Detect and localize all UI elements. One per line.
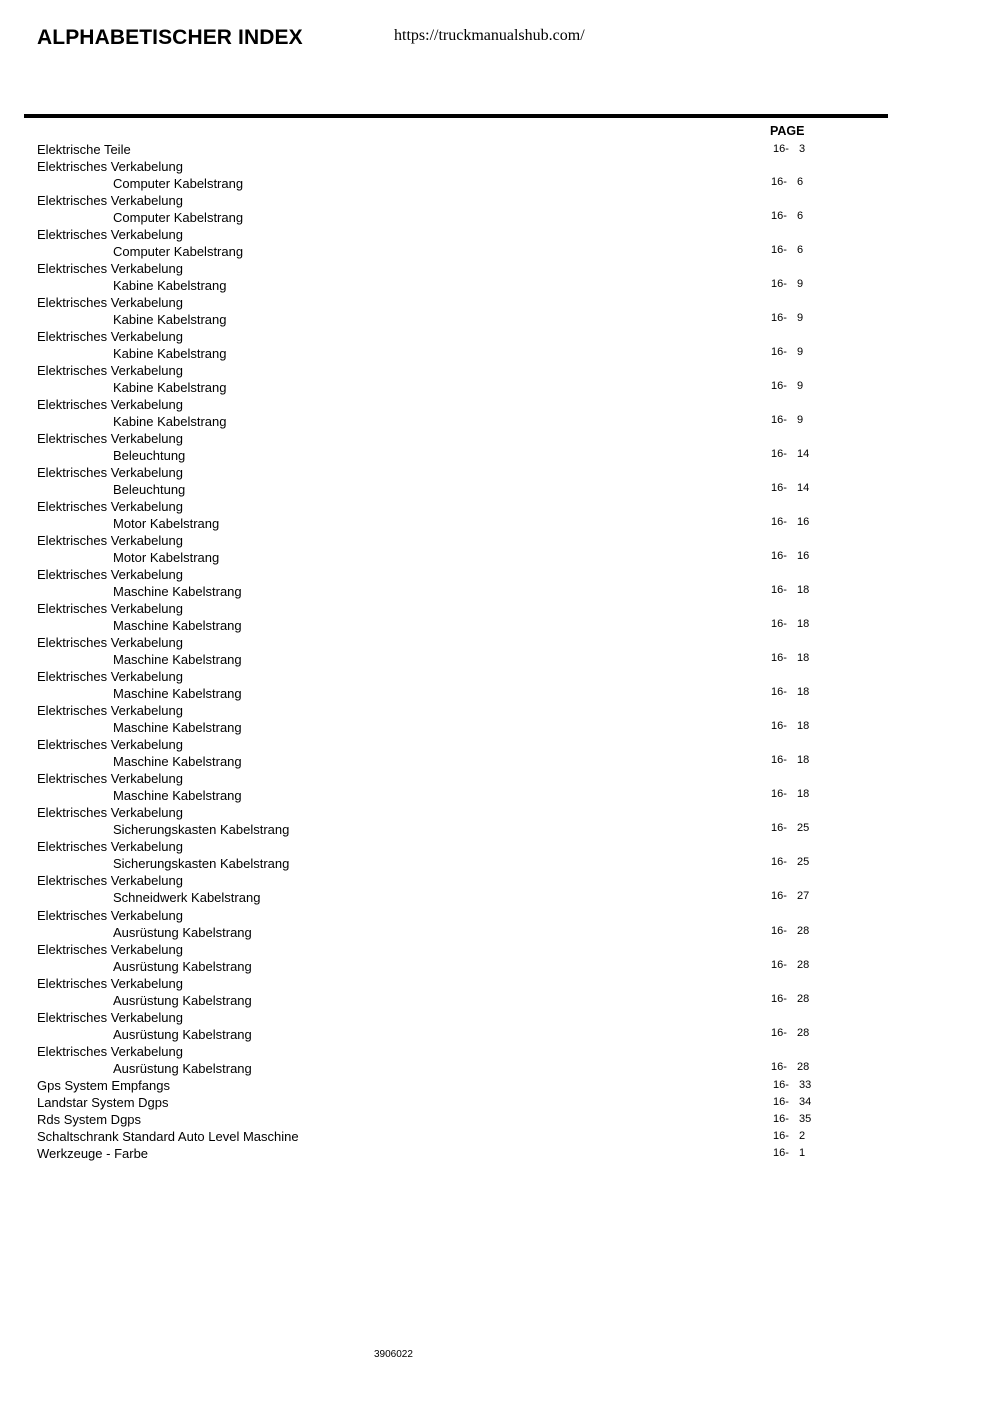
index-entry-label: Computer Kabelstrang (113, 244, 244, 260)
index-entry (0, 533, 992, 550)
index-entry-label: Elektrisches Verkabelung (37, 363, 183, 379)
index-entry-page: 25 (797, 856, 810, 869)
index-entry-page: 3 (799, 143, 806, 155)
index-entry-label: Schaltschrank Standard Auto Level Maschine (37, 1128, 299, 1144)
index-entry (0, 1146, 992, 1163)
index-entry-label: Schneidwerk Kabelstrang (113, 890, 261, 906)
index-entry (0, 295, 992, 312)
index-entry (0, 908, 992, 925)
index-entry-label: Elektrisches Verkabelung (37, 465, 183, 481)
index-entry-page: 9 (797, 380, 804, 393)
index-entry-chapter: 16- (771, 278, 787, 291)
index-entry (0, 1095, 992, 1112)
index-entry (0, 1027, 992, 1044)
index-entry-label: Elektrische Teile (37, 142, 131, 157)
index-entry-page: 6 (797, 244, 804, 257)
index-entry-page: 18 (797, 788, 810, 801)
index-entry-label: Sicherungskasten Kabelstrang (113, 822, 290, 838)
index-entry-page: 16 (797, 550, 810, 563)
index-entry (0, 261, 992, 278)
index-entry-chapter: 16- (771, 584, 787, 597)
index-entry-label: Kabine Kabelstrang (113, 312, 227, 328)
index-entry-page: 6 (797, 210, 804, 222)
index-entry-label: Maschine Kabelstrang (113, 652, 242, 668)
index-entry-label: Maschine Kabelstrang (113, 754, 242, 770)
index-entry-label: Computer Kabelstrang (113, 176, 244, 191)
index-entry-chapter: 16- (771, 788, 787, 801)
index-entry (0, 720, 992, 737)
document-code: 3906022 (374, 1349, 413, 1360)
index-entry-label: Elektrisches Verkabelung (37, 873, 183, 889)
index-entry-label: Elektrisches Verkabelung (37, 669, 183, 685)
index-entry-chapter: 16- (771, 822, 787, 835)
index-entry-label: Kabine Kabelstrang (113, 414, 227, 430)
index-entry-page: 28 (797, 924, 810, 937)
index-entry-page: 9 (797, 278, 804, 291)
index-entry (0, 431, 992, 448)
index-entry-chapter: 16- (773, 143, 789, 155)
index-entry-chapter: 16- (771, 516, 787, 529)
index-entry (0, 788, 992, 805)
index-entry (0, 584, 992, 601)
index-entry (0, 601, 992, 618)
index-entry-chapter: 16- (771, 244, 787, 257)
index-entry-label: Maschine Kabelstrang (113, 720, 242, 736)
index-entry-chapter: 16- (771, 958, 787, 971)
index-entry-page: 34 (799, 1095, 812, 1108)
index-entry-label: Beleuchtung (113, 448, 186, 464)
index-entry-page: 28 (797, 992, 810, 1005)
index-entry (0, 925, 992, 942)
index-entry-chapter: 16- (771, 414, 787, 427)
index-entry-page: 18 (797, 584, 810, 597)
index-entry (0, 193, 992, 210)
index-entry (0, 703, 992, 720)
index-entry (0, 856, 992, 873)
index-entry-label: Elektrisches Verkabelung (37, 261, 183, 277)
index-entry-label: Elektrisches Verkabelung (37, 193, 183, 208)
index-entry (0, 618, 992, 635)
index-entry (0, 329, 992, 346)
index-entry-label: Elektrisches Verkabelung (37, 295, 183, 311)
index-entry-label: Elektrisches Verkabelung (37, 397, 183, 413)
index-entry-page: 1 (799, 1146, 806, 1159)
index-entry (0, 363, 992, 380)
index-entry-page: 18 (797, 754, 810, 767)
index-entry (0, 159, 992, 176)
index-entry (0, 227, 992, 244)
index-entry (0, 244, 992, 261)
index-entry-chapter: 16- (771, 312, 787, 325)
index-entry-label: Computer Kabelstrang (113, 210, 244, 225)
index-entry-label: Elektrisches Verkabelung (37, 499, 183, 515)
index-entry-label: Elektrisches Verkabelung (37, 329, 183, 345)
index-entry-label: Werkzeuge - Farbe (37, 1145, 149, 1161)
index-entry-label: Elektrisches Verkabelung (37, 1043, 183, 1059)
index-entry-page: 9 (797, 312, 804, 325)
index-entry-label: Maschine Kabelstrang (113, 584, 242, 600)
index-entry-label: Elektrisches Verkabelung (37, 805, 183, 821)
header-divider (24, 114, 888, 118)
index-entry (0, 993, 992, 1010)
index-entry-page: 27 (797, 890, 810, 903)
index-entry-page: 2 (799, 1129, 806, 1142)
index-entry-label: Ausrüstung Kabelstrang (113, 1060, 252, 1076)
index-entry-label: Kabine Kabelstrang (113, 278, 227, 294)
index-entry (0, 890, 992, 907)
index-entry-label: Elektrisches Verkabelung (37, 1009, 183, 1025)
index-entry-page: 28 (797, 1060, 810, 1073)
index-entry-label: Gps System Empfangs (37, 1077, 170, 1093)
index-entry (0, 550, 992, 567)
index-entry (0, 482, 992, 499)
index-entry-label: Landstar System Dgps (37, 1094, 169, 1110)
index-entry (0, 397, 992, 414)
page-title: ALPHABETISCHER INDEX (37, 26, 303, 49)
index-entry-label: Elektrisches Verkabelung (37, 975, 183, 991)
index-entry (0, 1129, 992, 1146)
index-entry-page: 18 (797, 720, 810, 733)
index-entry-label: Elektrisches Verkabelung (37, 635, 183, 651)
index-entry-page: 9 (797, 414, 804, 427)
index-entry-chapter: 16- (773, 1095, 789, 1108)
index-entry (0, 1061, 992, 1078)
index-entry (0, 176, 992, 193)
index-entry (0, 635, 992, 652)
index-entry (0, 873, 992, 890)
index-entry-chapter: 16- (771, 550, 787, 563)
index-entry-chapter: 16- (773, 1112, 789, 1125)
index-entry (0, 976, 992, 993)
index-entry-chapter: 16- (773, 1129, 789, 1142)
index-entry-chapter: 16- (773, 1146, 789, 1159)
index-entry (0, 380, 992, 397)
index-entry (0, 465, 992, 482)
index-entry-chapter: 16- (771, 686, 787, 699)
index-entry-label: Elektrisches Verkabelung (37, 159, 183, 174)
index-entry-label: Motor Kabelstrang (113, 550, 220, 566)
index-entry-label: Maschine Kabelstrang (113, 788, 242, 804)
index-entry-label: Elektrisches Verkabelung (37, 703, 183, 719)
index-entry-label: Elektrisches Verkabelung (37, 601, 183, 617)
index-entry-label: Ausrüstung Kabelstrang (113, 924, 252, 940)
index-entry (0, 959, 992, 976)
page-column-header: PAGE (770, 124, 805, 138)
index-entry-chapter: 16- (771, 1060, 787, 1073)
index-entry-label: Ausrüstung Kabelstrang (113, 1026, 252, 1042)
index-entry-chapter: 16- (771, 720, 787, 733)
index-entry-label: Elektrisches Verkabelung (37, 839, 183, 855)
index-entry-label: Elektrisches Verkabelung (37, 431, 183, 447)
index-entry-page: 18 (797, 618, 810, 631)
index-entry-chapter: 16- (771, 924, 787, 937)
index-entry-chapter: 16- (771, 448, 787, 461)
index-entry-label: Elektrisches Verkabelung (37, 907, 183, 923)
index-entry-label: Beleuchtung (113, 482, 186, 498)
index-entry (0, 499, 992, 516)
index-entry-page: 14 (797, 448, 810, 461)
index-entry-label: Kabine Kabelstrang (113, 380, 227, 396)
index-entry (0, 567, 992, 584)
index-entry (0, 448, 992, 465)
index-entry (0, 652, 992, 669)
index-entry (0, 822, 992, 839)
index-entry (0, 346, 992, 363)
index-entry-label: Kabine Kabelstrang (113, 346, 227, 362)
index-entry (0, 312, 992, 329)
index-entry-page: 33 (799, 1078, 812, 1091)
index-entry-page: 18 (797, 652, 810, 665)
index-entry-chapter: 16- (771, 346, 787, 359)
index-entry-chapter: 16- (771, 890, 787, 903)
index-entry-chapter: 16- (771, 210, 787, 222)
index-entry-page: 16 (797, 516, 810, 529)
index-entry-label: Elektrisches Verkabelung (37, 533, 183, 549)
index-entry (0, 1112, 992, 1129)
index-entry-label: Sicherungskasten Kabelstrang (113, 856, 290, 872)
index-entry-chapter: 16- (773, 1078, 789, 1091)
index-entry-chapter: 16- (771, 618, 787, 631)
index-entry (0, 1044, 992, 1061)
index-entry (0, 686, 992, 703)
index-entry-chapter: 16- (771, 380, 787, 393)
index-entry-page: 6 (797, 176, 804, 188)
index-entry-page: 28 (797, 958, 810, 971)
index-entry (0, 805, 992, 822)
index-entry (0, 278, 992, 295)
index-entry-chapter: 16- (771, 754, 787, 767)
index-entry (0, 210, 992, 227)
index-entry (0, 771, 992, 788)
index-entry-page: 14 (797, 482, 810, 495)
index-entry-chapter: 16- (771, 856, 787, 869)
index-entry (0, 737, 992, 754)
index-entry (0, 142, 992, 159)
index-entry (0, 516, 992, 533)
index-entry-page: 35 (799, 1112, 812, 1125)
index-entry (0, 754, 992, 771)
index-entry (0, 669, 992, 686)
index-entry-chapter: 16- (771, 482, 787, 495)
index-entry-chapter: 16- (771, 176, 787, 188)
index-entry-label: Elektrisches Verkabelung (37, 227, 183, 243)
index-entry-label: Maschine Kabelstrang (113, 618, 242, 634)
index-entry (0, 1078, 992, 1095)
index-entry-chapter: 16- (771, 992, 787, 1005)
index-entry-page: 25 (797, 822, 810, 835)
index-entry-page: 18 (797, 686, 810, 699)
index-entry-label: Maschine Kabelstrang (113, 686, 242, 702)
index-entry-label: Motor Kabelstrang (113, 516, 220, 532)
index-entry-page: 9 (797, 346, 804, 359)
index-entry-chapter: 16- (771, 1026, 787, 1039)
index-entry-label: Elektrisches Verkabelung (37, 771, 183, 787)
source-url[interactable]: https://truckmanualshub.com/ (394, 27, 585, 44)
index-entry-label: Elektrisches Verkabelung (37, 567, 183, 583)
index-entry-label: Rds System Dgps (37, 1111, 142, 1127)
index-entry-label: Elektrisches Verkabelung (37, 941, 183, 957)
index-entry-label: Ausrüstung Kabelstrang (113, 958, 252, 974)
index-entry-chapter: 16- (771, 652, 787, 665)
index-entry (0, 414, 992, 431)
index-entry-page: 28 (797, 1026, 810, 1039)
index-entry (0, 942, 992, 959)
index-entry (0, 1010, 992, 1027)
index-entry-label: Ausrüstung Kabelstrang (113, 992, 252, 1008)
index-entry-label: Elektrisches Verkabelung (37, 737, 183, 753)
index-entry (0, 839, 992, 856)
